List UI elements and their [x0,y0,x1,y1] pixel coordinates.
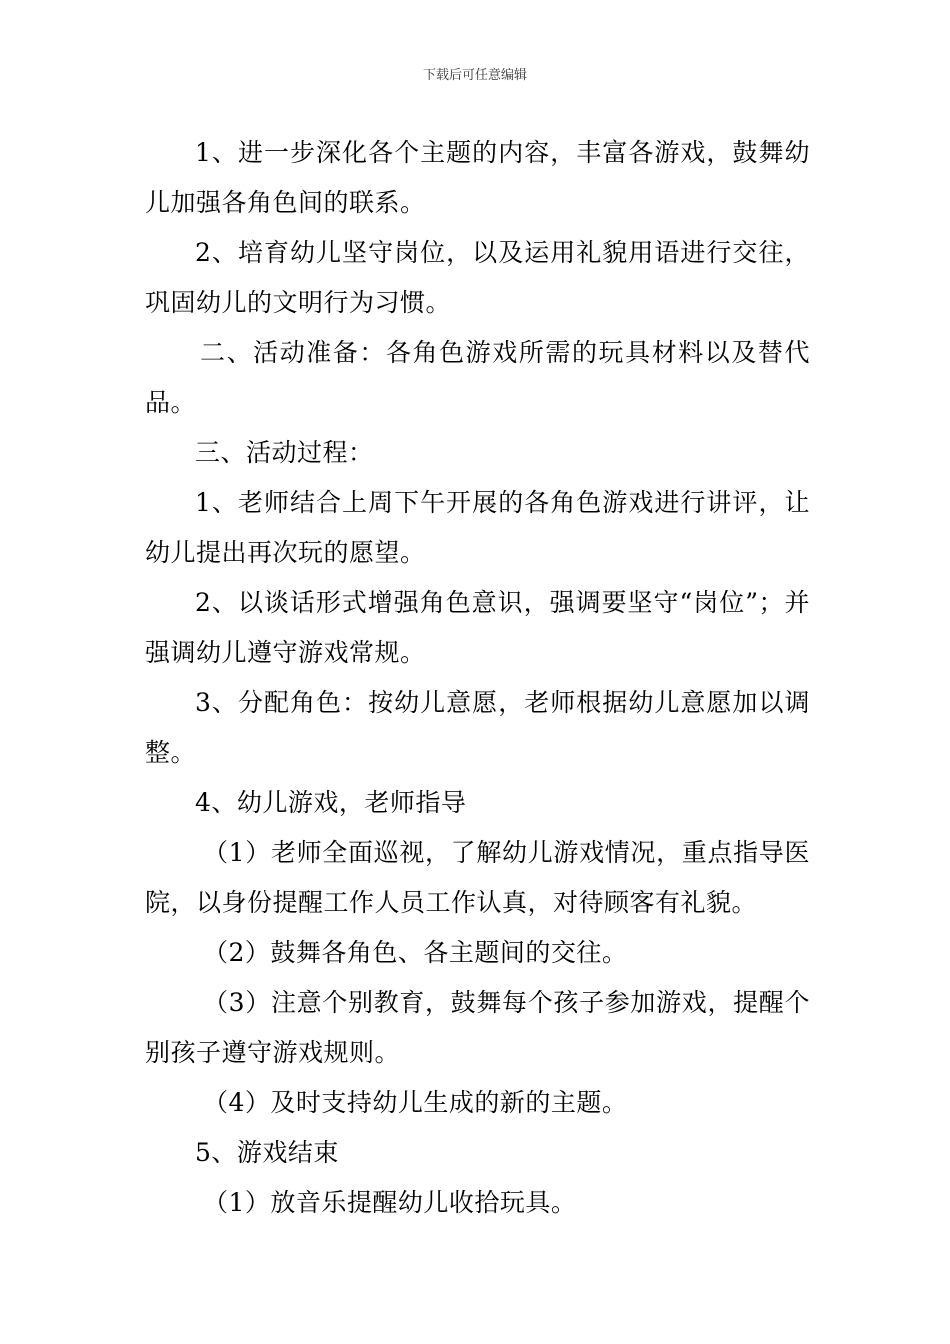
section-heading-preparation: 二、活动准备：各角色游戏所需的玩具材料以及替代品。 [145,338,810,417]
paragraph-step-1: 1、老师结合上周下午开展的各角色游戏进行讲评，让幼儿提出再次玩的愿望。 [145,488,810,567]
paragraph-substep-4-2: （2）鼓舞各角色、各主题间的交往。 [203,938,628,967]
paragraph-step-2: 2、以谈话形式增强角色意识，强调要坚守“岗位”；并强调幼儿遵守游戏常规。 [145,588,810,667]
document-body [145,128,810,1228]
paragraph-substep-4-4: （4）及时支持幼儿生成的新的主题。 [203,1088,628,1117]
page-header: 下载后可任意编辑 [422,68,527,83]
paragraph-substep-4-1: （1）老师全面巡视，了解幼儿游戏情况，重点指导医院，以身份提醒工作人员工作认真，对待顾客有礼貌。 [145,838,810,917]
section-heading-process: 三、活动过程： [195,438,374,467]
paragraph-step-4: 4、幼儿游戏，老师指导 [195,788,467,817]
paragraph-substep-4-3: （3）注意个别教育，鼓舞每个孩子参加游戏，提醒个别孩子遵守游戏规则。 [145,988,810,1067]
paragraph-step-5: 5、游戏结束 [195,1138,339,1167]
paragraph-substep-5-1: （1）放音乐提醒幼儿收拾玩具。 [203,1188,577,1217]
paragraph-goal-1: 1、进一步深化各个主题的内容，丰富各游戏，鼓舞幼儿加强各角色间的联系。 [145,138,810,217]
paragraph-step-3: 3、分配角色：按幼儿意愿，老师根据幼儿意愿加以调整。 [145,688,810,767]
paragraph-goal-2: 2、培育幼儿坚守岗位，以及运用礼貌用语进行交往，巩固幼儿的文明行为习惯。 [145,238,810,317]
